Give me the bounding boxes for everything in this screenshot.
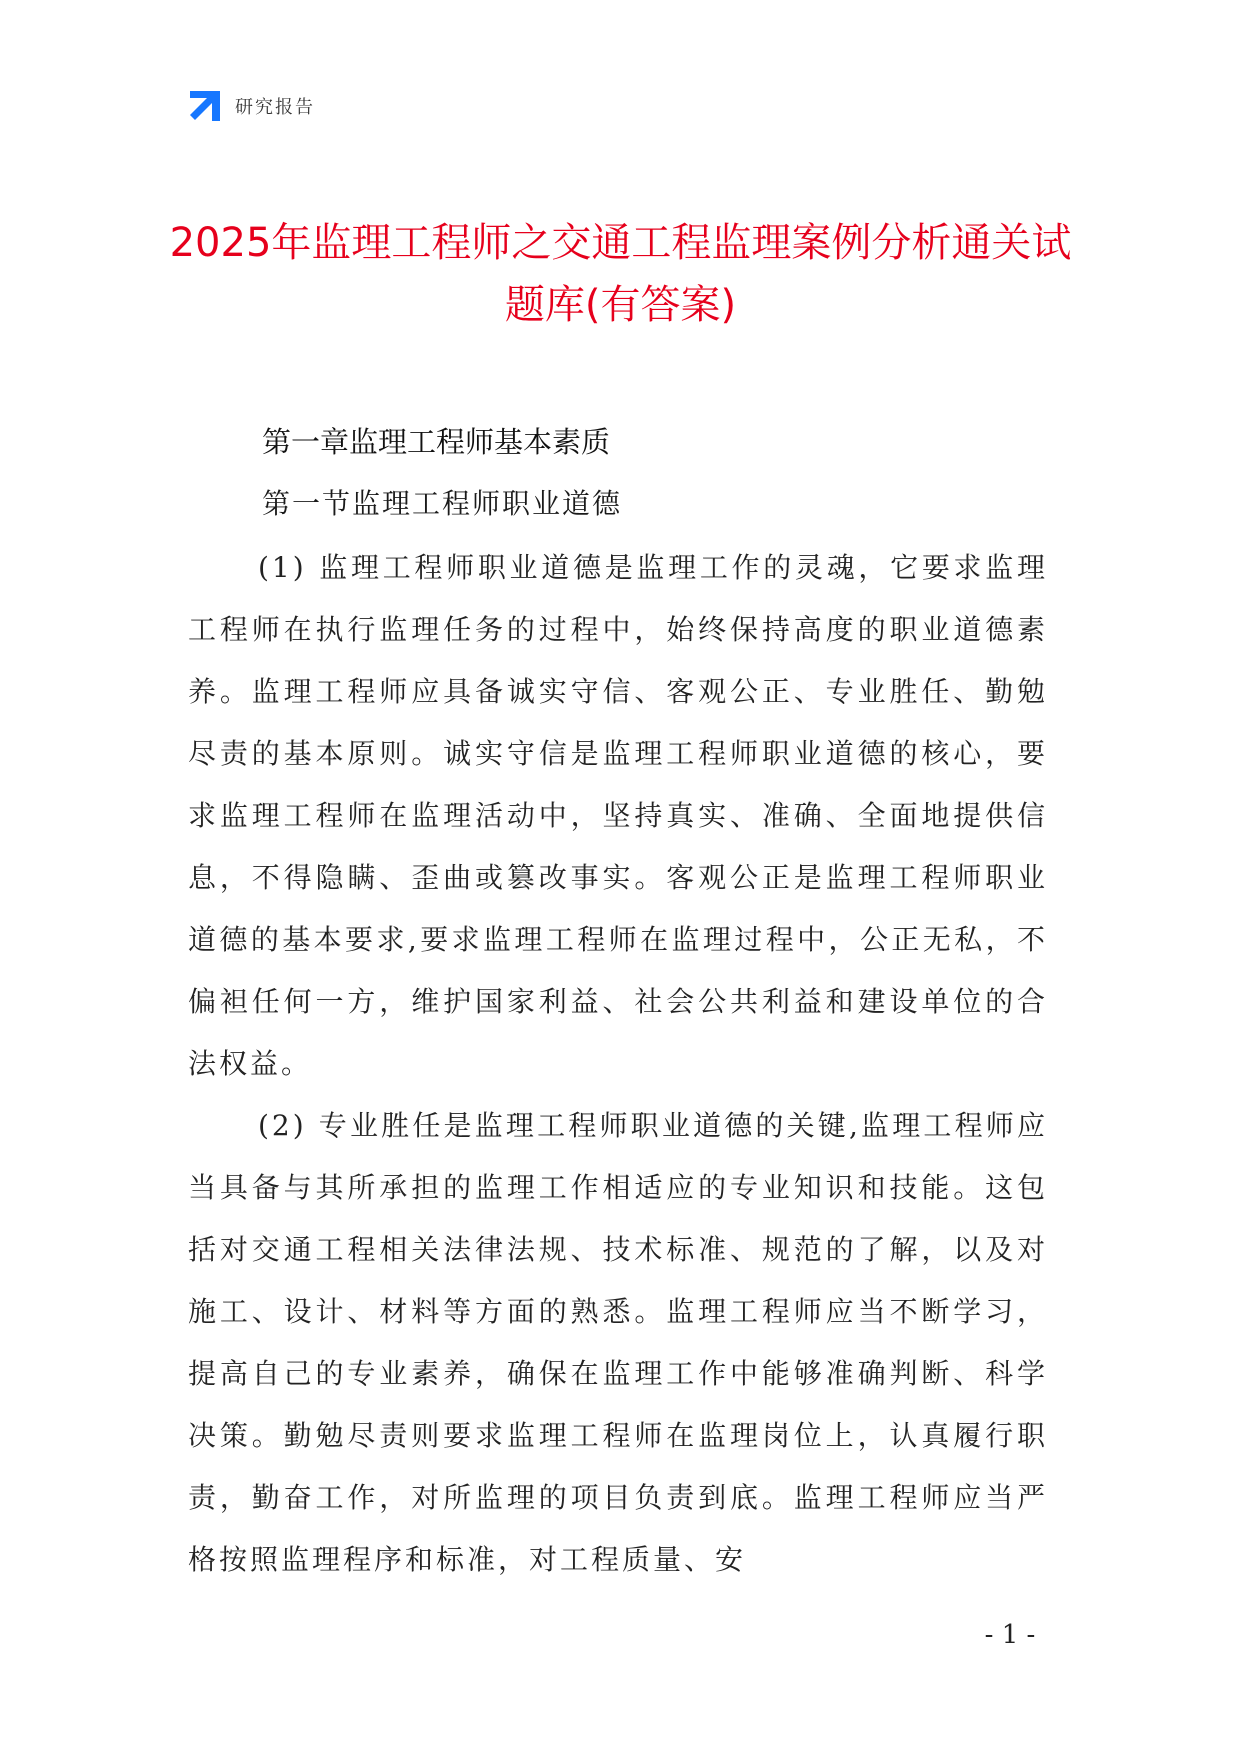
arrow-up-right-icon bbox=[188, 89, 222, 123]
document-title: 2025年监理工程师之交通工程监理案例分析通关试题库(有答案) bbox=[169, 220, 1072, 328]
header-label: 研究报告 bbox=[235, 97, 315, 118]
section-heading: 第一节监理工程师职业道德 bbox=[262, 487, 623, 520]
paragraph-2: (2) 专业胜任是监理工程师职业道德的关键,监理工程师应当具备与其所承担的监理工作相适应的专业知识和技能。这包括对交通工程相关法律法规、技术标准、规范的了解，以及对施工、设计、材料等方面的熟悉。监理工程师应当不断学习，提高自己的专业素养，确保在监理工作中能够准确判断、科学决策。勤勉尽责则要求监理工程师在监理岗位上，认真履行职责，勤奋工作，对所监理的项目负责到底。监理工程师应当严格按照监理程序和标准，对工程质量、安 bbox=[188, 1109, 1048, 1576]
paragraph-1: (1) 监理工程师职业道德是监理工作的灵魂，它要求监理工程师在执行监理任务的过程中，始终保持高度的职业道德素养。监理工程师应具备诚实守信、客观公正、专业胜任、勤勉尽责的基本原则。诚实守信是监理工程师职业道德的核心，要求监理工程师在监理活动中，坚持真实、准确、全面地提供信息，不得隐瞒、歪曲或篡改事实。客观公正是监理工程师职业道德的基本要求,要求监理工程师在监理过程中，公正无私，不偏袒任何一方，维护国家利益、社会公共利益和建设单位的合法权益。 bbox=[188, 551, 1048, 1080]
chapter-heading: 第一章监理工程师基本素质 bbox=[262, 425, 611, 459]
body-text bbox=[188, 537, 1048, 1591]
document-header bbox=[188, 88, 315, 124]
page-number: - 1 - bbox=[984, 1620, 1036, 1650]
